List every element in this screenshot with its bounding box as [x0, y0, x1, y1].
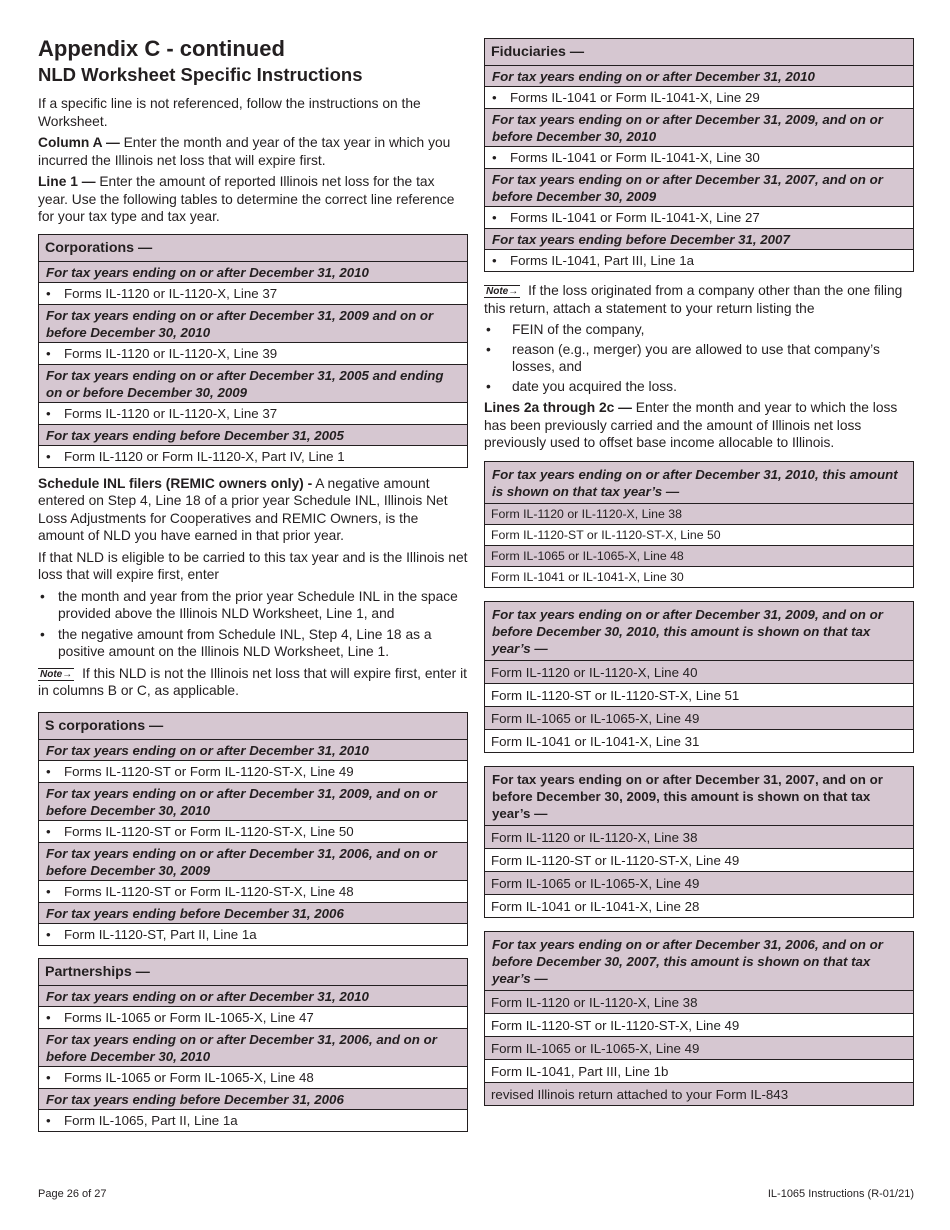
table-row: revised Illinois return attached to your Form IL-843: [485, 1083, 913, 1105]
bullet: •: [46, 285, 51, 301]
page-subtitle: NLD Worksheet Specific Instructions: [38, 64, 363, 85]
form-line-text: Forms IL-1120-ST or Form IL-1120-ST-X, Line 48: [64, 883, 354, 899]
table-header: Corporations —: [39, 235, 467, 262]
tax-year-heading: For tax years ending on or after December 31, 2007, and on or before December 30, 2009: [485, 169, 913, 207]
form-line-text: Forms IL-1065 or Form IL-1065-X, Line 48: [64, 1069, 314, 1085]
table-row: Form IL-1065 or IL-1065-X, Line 49: [485, 707, 913, 730]
form-line-row: [39, 403, 467, 425]
bullet: •: [46, 883, 51, 899]
form-line-row: [485, 87, 913, 109]
table-row: Form IL-1041 or IL-1041-X, Line 28: [491, 898, 700, 914]
table-row: Form IL-1041 or IL-1041-X, Line 30: [491, 569, 684, 584]
form-line-text: Forms IL-1120-ST or Form IL-1120-ST-X, Line 49: [64, 763, 354, 779]
carry-table: [484, 931, 914, 1106]
partnerships-table: [38, 958, 468, 1132]
line-1-label: Line 1 —: [38, 174, 96, 189]
table-row: Form IL-1065 or IL-1065-X, Line 48: [485, 546, 913, 567]
line-1-paragraph: [38, 173, 468, 226]
tax-year-heading: For tax years ending before December 31, 2006: [39, 1089, 467, 1110]
schedule-inl-paragraph: [38, 475, 468, 545]
form-line-row: [39, 881, 467, 903]
table-row: Form IL-1120-ST or IL-1120-ST-X, Line 50: [485, 525, 913, 546]
bullet: •: [492, 253, 497, 268]
corporations-table: [38, 234, 468, 468]
tax-year-heading: For tax years ending before December 31, 2007: [485, 229, 913, 250]
form-line-text: Forms IL-1041 or Form IL-1041-X, Line 29: [510, 90, 760, 105]
bullet: •: [492, 150, 497, 165]
form-line-text: Forms IL-1120 or IL-1120-X, Line 37: [64, 405, 278, 421]
form-line-row: [39, 1067, 467, 1089]
form-line-text: Form IL-1120 or Form IL-1120-X, Part IV, Line 1: [64, 448, 345, 464]
bullet: •: [46, 405, 51, 421]
carry-table: [484, 461, 914, 588]
table-header: Partnerships —: [39, 959, 467, 986]
form-line-row: [39, 446, 467, 467]
schedule-inl-text: A negative amount entered on Step 4, Line 18 of a prior year Schedule INL, Illinois Net Loss Adjustments for Cooperatives and REMIC Owners, is the amount of NLD you have earned in that prior year.: [38, 475, 448, 543]
table-row: Form IL-1120 or IL-1120-X, Line 38: [485, 991, 913, 1014]
page-number: Page 26 of 27: [38, 1188, 107, 1200]
table-row: Form IL-1120 or IL-1120-X, Line 38: [485, 504, 913, 525]
note-text: If this NLD is not the Illinois net loss that will expire first, enter it in columns B or C, as applicable.: [38, 665, 467, 698]
bullet: •: [46, 1009, 51, 1025]
note-paragraph: [38, 665, 468, 700]
list-item: • FEIN of the company,: [484, 321, 914, 339]
column-a-text: Enter the month and year of the tax year in which you incurred the Illinois net loss that will expire first.: [38, 135, 451, 168]
note-paragraph-right: [484, 282, 914, 317]
nld-bullet-list: [38, 588, 468, 661]
page-title: Appendix C - continued: [38, 36, 285, 61]
tax-year-heading: For tax years ending before December 31, 2006: [39, 903, 467, 924]
column-a-label: Column A —: [38, 135, 120, 150]
form-line-row: [39, 1007, 467, 1029]
form-line-text: Form IL-1120-ST, Part II, Line 1a: [64, 926, 257, 942]
carry-table-header: For tax years ending on or after December 31, 2010, this amount is shown on that tax year’s —: [485, 462, 913, 504]
table-row: Form IL-1041 or IL-1041-X, Line 31: [491, 733, 700, 749]
table-row: Form IL-1041, Part III, Line 1b: [485, 1060, 913, 1083]
tax-year-heading: For tax years ending on or after December 31, 2010: [39, 740, 467, 761]
carry-table: [484, 601, 914, 753]
s-corporations-table: [38, 712, 468, 946]
form-line-text: Forms IL-1041 or Form IL-1041-X, Line 27: [510, 210, 760, 225]
lines-2a-2c-label: Lines 2a through 2c —: [484, 400, 632, 415]
tax-year-heading: For tax years ending on or after December 31, 2009 and on or before December 30, 2010: [39, 305, 467, 343]
lines-2a-2c-text: Enter the month and year to which the loss has been previously carried and the amount of Illinois net loss previously used to offset base income allocable to Illinois.: [484, 400, 898, 450]
table-header: Fiduciaries —: [485, 39, 913, 66]
list-item: • date you acquired the loss.: [484, 378, 914, 396]
form-id: IL-1065 Instructions (R-01/21): [767, 1188, 914, 1200]
carry-table-header: For tax years ending on or after December 31, 2007, and on or before December 30, 2009, this amount is shown on that tax year’s —: [485, 767, 913, 826]
form-line-row: [39, 761, 467, 783]
bullet: •: [46, 926, 51, 942]
note-label: Note: [40, 668, 63, 680]
table-row: Form IL-1120 or IL-1120-X, Line 38: [485, 826, 913, 849]
list-item: • the negative amount from Schedule INL, Step 4, Line 18 as a positive amount on the Illinois NLD Worksheet, Line 1.: [38, 626, 468, 661]
column-a-paragraph: [38, 134, 468, 169]
note-label: Note: [486, 286, 509, 297]
schedule-inl-label: Schedule INL filers (REMIC owners only) -: [38, 475, 313, 491]
bullet: •: [492, 210, 497, 225]
tax-year-heading: For tax years ending on or after December 31, 2010: [39, 986, 467, 1007]
note-icon: Note→: [486, 286, 519, 297]
bullet: •: [46, 823, 51, 839]
form-line-row: [39, 343, 467, 365]
form-line-row: [39, 1110, 467, 1131]
bullet: •: [46, 1069, 51, 1085]
form-line-row: [39, 924, 467, 945]
form-line-text: Forms IL-1120 or IL-1120-X, Line 37: [64, 285, 278, 301]
bullet: •: [46, 763, 51, 779]
fiduciaries-table: [484, 38, 914, 272]
table-row: Form IL-1120-ST or IL-1120-ST-X, Line 49: [485, 849, 913, 872]
tax-year-heading: For tax years ending on or after December 31, 2009, and on or before December 30, 2010: [485, 109, 913, 147]
form-line-text: Form IL-1065, Part II, Line 1a: [64, 1112, 238, 1128]
table-row: Form IL-1120-ST or IL-1120-ST-X, Line 51: [485, 684, 913, 707]
form-line-row: [39, 821, 467, 843]
list-item: • the month and year from the prior year Schedule INL in the space provided above the Illinois NLD Worksheet, Line 1, and: [38, 588, 468, 623]
left-column: [38, 36, 468, 1132]
table-row: Form IL-1120-ST or IL-1120-ST-X, Line 49: [485, 1014, 913, 1037]
tax-year-heading: For tax years ending on or after December 31, 2006, and on or before December 30, 2009: [39, 843, 467, 881]
table-row: Form IL-1065 or IL-1065-X, Line 49: [485, 872, 913, 895]
bullet: •: [46, 448, 51, 464]
tax-year-heading: For tax years ending on or after December 31, 2010: [485, 66, 913, 87]
form-line-text: Forms IL-1041, Part III, Line 1a: [510, 253, 695, 268]
right-column: [484, 38, 914, 1106]
carry-tables: [484, 461, 914, 1106]
intro-paragraph: If a specific line is not referenced, follow the instructions on the Worksheet.: [38, 96, 421, 129]
form-line-row: [485, 250, 913, 271]
bullet: •: [46, 345, 51, 361]
tax-year-heading: For tax years ending on or after December 31, 2006, and on or before December 30, 2010: [39, 1029, 467, 1067]
tax-year-heading: For tax years ending on or after December 31, 2010: [39, 262, 467, 283]
note-text: If the loss originated from a company other than the one filing this return, attach a statement to your return listing the: [484, 283, 903, 316]
table-header: S corporations —: [39, 713, 467, 740]
bullet: •: [46, 1112, 51, 1128]
note-icon: Note→: [40, 668, 73, 680]
line-1-text: Enter the amount of reported Illinois net loss for the tax year. Use the following tables to determine the correct line reference for your tax type and tax year.: [38, 174, 455, 224]
form-line-text: Forms IL-1065 or Form IL-1065-X, Line 47: [64, 1009, 314, 1025]
bullet: •: [492, 90, 497, 105]
form-line-row: [485, 207, 913, 229]
tax-year-heading: For tax years ending before December 31, 2005: [39, 425, 467, 446]
form-line-text: Forms IL-1041 or Form IL-1041-X, Line 30: [510, 150, 760, 165]
form-line-row: [39, 283, 467, 305]
carry-table-header: For tax years ending on or after December 31, 2009, and on or before December 30, 2010, this amount is shown on that tax year’s —: [485, 602, 913, 661]
form-line-text: Forms IL-1120-ST or Form IL-1120-ST-X, Line 50: [64, 823, 354, 839]
carry-table-header: For tax years ending on or after December 31, 2006, and on or before December 30, 2007, this amount is shown on that tax year’s —: [485, 932, 913, 991]
carry-table: [484, 766, 914, 918]
form-line-text: Forms IL-1120 or IL-1120-X, Line 39: [64, 345, 278, 361]
tax-year-heading: For tax years ending on or after December 31, 2009, and on or before December 30, 2010: [39, 783, 467, 821]
table-row: Form IL-1065 or IL-1065-X, Line 49: [485, 1037, 913, 1060]
nld-intro-paragraph: If that NLD is eligible to be carried to this tax year and is the Illinois net loss that will expire first, enter: [38, 549, 468, 582]
table-row: Form IL-1120 or IL-1120-X, Line 40: [485, 661, 913, 684]
list-item: • reason (e.g., merger) you are allowed to use that company’s losses, and: [484, 341, 914, 376]
lines-2a-2c-paragraph: [484, 399, 914, 452]
note-bullet-list: [484, 321, 914, 395]
form-line-row: [485, 147, 913, 169]
tax-year-heading: For tax years ending on or after December 31, 2005 and ending on or before December 30, 2009: [39, 365, 467, 403]
